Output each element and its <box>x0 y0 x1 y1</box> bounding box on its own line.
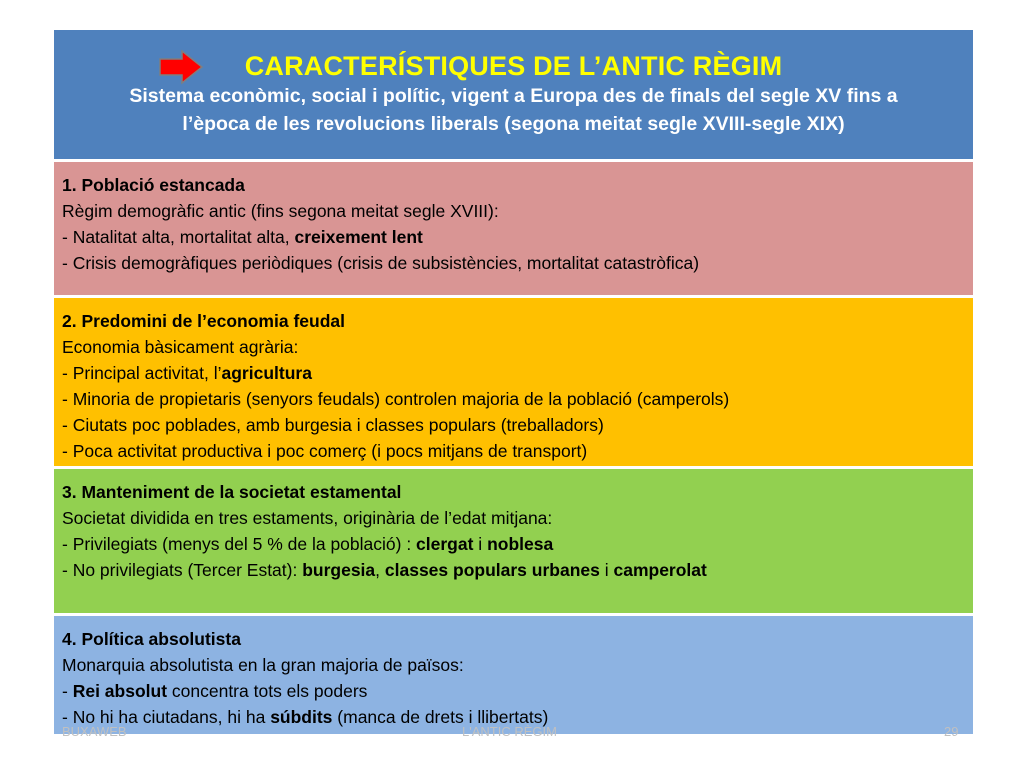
section-economia <box>54 298 973 469</box>
bold-span: noblesa <box>487 534 554 554</box>
bullet-line: - Minoria de propietaris (senyors feudals) controlen majoria de la població (camperols) <box>62 389 730 409</box>
subtitle-line-2: l’època de les revolucions liberals (segona meitat segle XVIII-segle XIX) <box>182 113 845 135</box>
section-intro: Règim demogràfic antic (fins segona meitat segle XVIII): <box>62 201 499 221</box>
red-arrow-right-icon <box>158 49 204 85</box>
page-subtitle <box>54 82 973 138</box>
text-span: - Principal activitat, l’ <box>62 363 222 383</box>
footer-title: L'ANTIC RÈGIM <box>462 724 557 739</box>
section-title: 2. Predomini de l’economia feudal <box>62 311 345 331</box>
text-span: - Privilegiats (menys del 5 % de la població) : <box>62 534 417 554</box>
text-span: i <box>473 534 488 554</box>
footer-author: BUXAWEB <box>62 724 127 739</box>
section-title: 4. Política absolutista <box>62 629 241 649</box>
bold-span: Rei absolut <box>72 681 168 701</box>
text-span: concentra tots els poders <box>167 681 368 701</box>
bullet-line <box>62 360 965 386</box>
section-title: 1. Població estancada <box>62 175 245 195</box>
bold-span: creixement lent <box>294 227 423 247</box>
bullet-line: - Poca activitat productiva i poc comerç (i pocs mitjans de transport) <box>62 441 588 461</box>
bullet-line: - Ciutats poc poblades, amb burgesia i classes populars (treballadors) <box>62 415 604 435</box>
bullet-line <box>62 531 965 557</box>
section-title: 3. Manteniment de la societat estamental <box>62 482 402 502</box>
bold-span: clergat <box>416 534 474 554</box>
section-societat <box>54 469 973 616</box>
section-intro: Economia bàsicament agrària: <box>62 337 299 357</box>
bold-span: classes populars urbanes <box>384 560 600 580</box>
text-span: i <box>599 560 614 580</box>
bullet-line <box>62 224 965 250</box>
bold-span: camperolat <box>613 560 707 580</box>
text-span: - Natalitat alta, mortalitat alta, <box>62 227 295 247</box>
page-title: CARACTERÍSTIQUES DE L’ANTIC RÈGIM <box>244 51 783 81</box>
bullet-line <box>62 557 965 583</box>
text-span: - <box>62 681 73 701</box>
section-poblacio <box>54 162 973 298</box>
page-number: 29 <box>944 724 959 739</box>
text-span: (manca de drets i llibertats) <box>332 707 549 727</box>
bold-span: súbdits <box>270 707 333 727</box>
bullet-line: - Crisis demogràfiques periòdiques (crisis de subsistències, mortalitat catastròfica) <box>62 253 700 273</box>
header-row <box>54 30 973 162</box>
bullet-line <box>62 678 965 704</box>
bold-span: burgesia <box>302 560 376 580</box>
section-intro: Societat dividida en tres estaments, originària de l’edat mitjana: <box>62 508 553 528</box>
text-span: - No privilegiats (Tercer Estat): <box>62 560 303 580</box>
subtitle-line-1: Sistema econòmic, social i polític, vigent a Europa des de finals del segle XV fins a <box>129 85 898 107</box>
section-politica <box>54 616 973 734</box>
text-span: - No hi ha ciutadans, hi ha <box>62 707 271 727</box>
content-table <box>54 30 973 734</box>
section-intro: Monarquia absolutista en la gran majoria de països: <box>62 655 464 675</box>
text-span: , <box>375 560 385 580</box>
bold-span: agricultura <box>221 363 312 383</box>
